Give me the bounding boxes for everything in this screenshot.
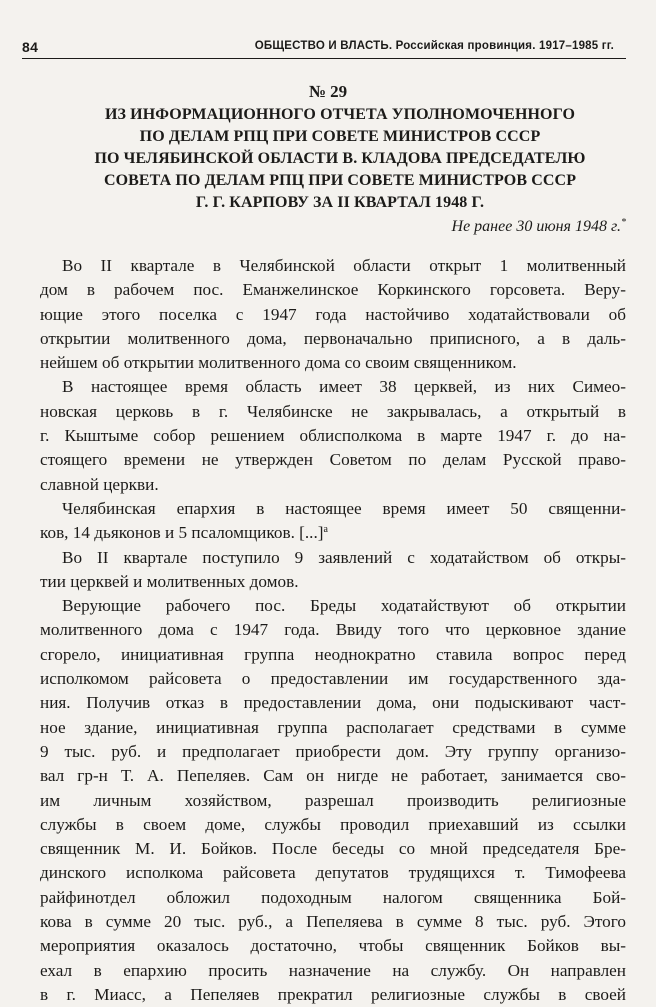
- text-line: ное здание, инициативная группа располагает средствами в сумме: [40, 717, 626, 737]
- text-line: Во II квартале поступило 9 заявлений с ходатайством об откры-: [62, 547, 626, 567]
- date-text: Не ранее 30 июня 1948 г.: [451, 218, 621, 235]
- text-line: ехал в епархию просить назначение на службу. Он направлен: [40, 960, 626, 980]
- title-line: ИЗ ИНФОРМАЦИОННОГО ОТЧЕТА УПОЛНОМОЧЕННОГО: [104, 106, 576, 123]
- footnote-mark: *: [621, 217, 626, 228]
- text-line: динского исполкома райсовета депутатов трудящихся т. Тимофеева: [40, 863, 626, 883]
- note-mark: а: [323, 524, 328, 536]
- title-line: Г. Г. КАРПОВУ ЗА II КВАРТАЛ 1948 Г.: [195, 194, 485, 211]
- page-number: 84: [22, 39, 39, 55]
- text-line: открытии молитвенного дома, первоначально приписного, а в даль-: [40, 328, 626, 348]
- title-line: ПО ДЕЛАМ РПЦ ПРИ СОВЕТЕ МИНИСТРОВ СССР: [139, 128, 541, 145]
- text-line: вал гр-н Т. А. Пепеляев. Сам он нигде не работает, занимается сво-: [40, 766, 626, 786]
- text-line: ющие этого поселка с 1947 года настойчиво ходатайствовали об: [40, 304, 626, 324]
- title-line: СОВЕТА ПО ДЕЛАМ РПЦ ПРИ СОВЕТЕ МИНИСТРОВ СССР: [103, 172, 577, 189]
- title-line: ПО ЧЕЛЯБИНСКОЙ ОБЛАСТИ В. КЛАДОВА ПРЕДСЕДАТЕЛЮ: [94, 150, 586, 167]
- text-line: Во II квартале в Челябинской области открыт 1 молитвенный: [62, 256, 626, 275]
- text-line: [40, 521, 626, 545]
- text-line: дом в рабочем пос. Еманжелинское Коркинского горсовета. Веру-: [40, 280, 626, 300]
- text-line: в г. Миасс, а Пепеляев прекратил религиозные службы в своей: [40, 984, 626, 1004]
- text-line: мероприятия оказалось достаточно, чтобы священник Бойков вы-: [40, 936, 626, 956]
- text-line: сгорело, инициативная группа неоднократно ставила вопрос перед: [40, 644, 626, 664]
- running-title: ОБЩЕСТВО И ВЛАСТЬ. Российская провинция. 1917–1985 гг.: [254, 40, 614, 52]
- text-line: исполкомом райсовета о предоставлении им государственного зда-: [40, 669, 626, 689]
- document-number: № 29: [308, 82, 348, 101]
- body-text: [40, 254, 626, 1007]
- text-line: нейшем об открытии молитвенного дома со своим священником.: [40, 353, 517, 373]
- text-line: В настоящее время область имеет 38 церквей, из них Симео-: [62, 377, 626, 397]
- text-line: стоящего времени не утвержден Советом по делам Русской право-: [40, 450, 626, 470]
- text-line: тии церквей и молитвенных домов.: [40, 571, 299, 591]
- text-line: г. Кыштыме собор решением облисполкома в марте 1947 г. до на-: [40, 426, 626, 446]
- text-line: 9 тыс. руб. и предполагает приобрести дом. Эту группу организо-: [40, 741, 626, 761]
- text-line: новская церковь в г. Челябинске не закрывалась, а открытый в: [40, 401, 626, 421]
- document-date: [452, 218, 626, 236]
- text-line: службы в своем доме, службы проводил приехавший из ссылки: [40, 814, 626, 834]
- text-line: Верующие рабочего пос. Бреды ходатайствуют об открытии: [62, 596, 626, 616]
- text-line: Челябинская епархия в настоящее время имеет 50 священни-: [62, 498, 626, 518]
- text-line: им личным хозяйством, разрешал производить религиозные: [40, 790, 626, 810]
- text-line: славной церкви.: [40, 474, 159, 494]
- page-header: [22, 37, 626, 61]
- header-rule: [22, 58, 626, 59]
- text-line: молитвенного дома с 1947 года. Ввиду того что церковное здание: [40, 620, 626, 640]
- text-line: ния. Получив отказ в предоставлении дома, они подыскивают част-: [40, 693, 626, 713]
- text-line: райфинотдел обложил подоходным налогом священника Бой-: [40, 887, 626, 907]
- text-fragment: ков, 14 дьяконов и 5 псаломщиков. [...]: [40, 523, 324, 543]
- document-title: [40, 104, 640, 214]
- text-line: священник М. И. Бойков. После беседы со мной председателя Бре-: [40, 839, 626, 859]
- text-line: кова в сумме 20 тыс. руб., а Пепеляева в сумме 8 тыс. руб. Этого: [40, 912, 626, 932]
